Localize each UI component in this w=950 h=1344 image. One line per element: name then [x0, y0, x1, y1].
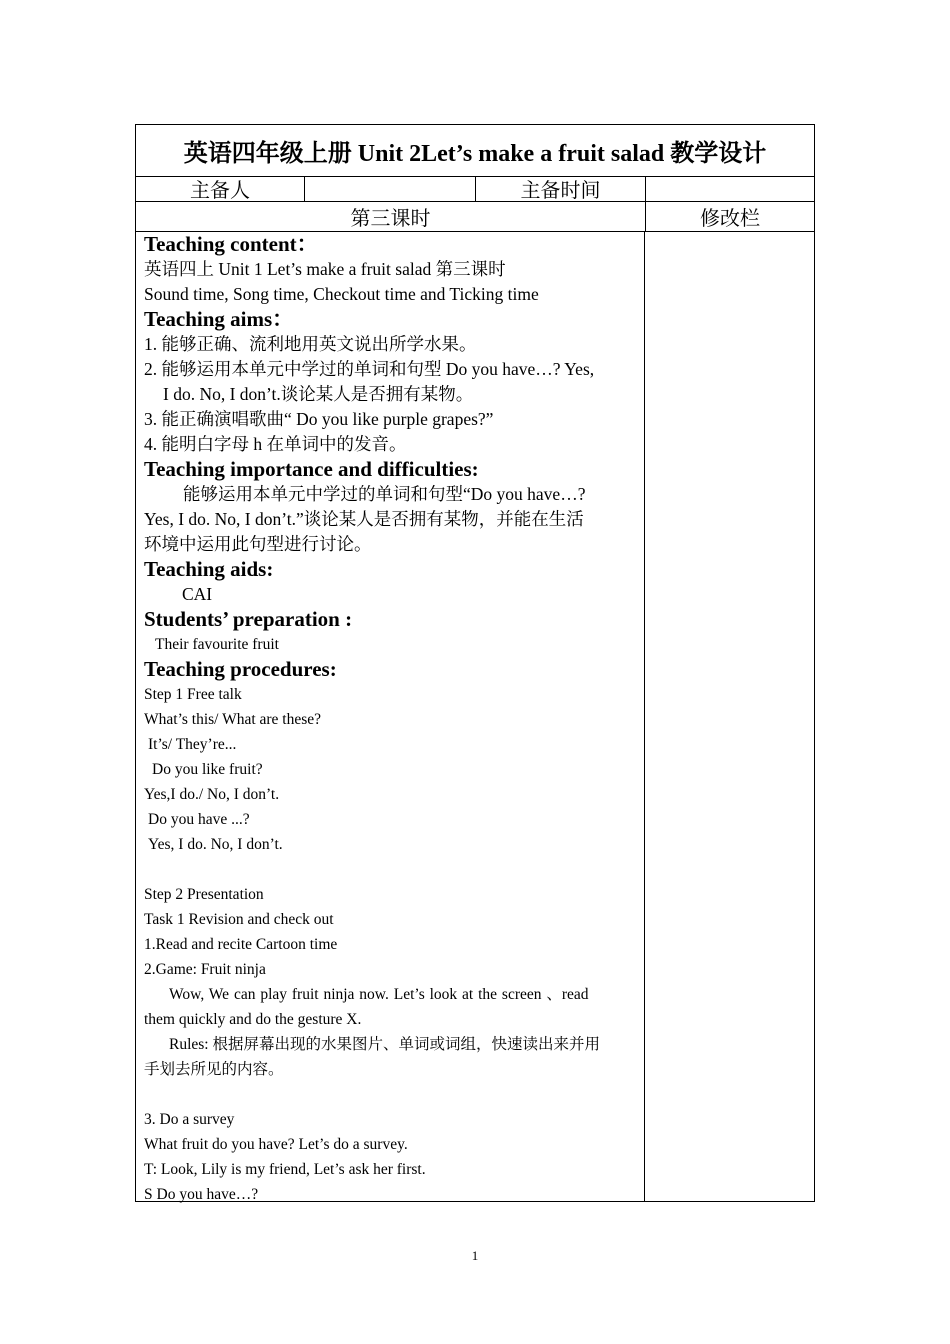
importance-line: Yes, I do. No, I don’t.”谈论某人是否拥有某物，并能在生活	[144, 509, 584, 529]
preparer-label: 主备人	[136, 176, 305, 201]
teaching-aim: 4. 能明白字母 h 在单词中的发音。	[144, 434, 407, 454]
teaching-aim: I do. No, I don’t.谈论某人是否拥有某物。	[163, 384, 474, 404]
page-number: 1	[471, 1248, 479, 1263]
survey-line: What fruit do you have? Let’s do a survey.	[144, 1136, 408, 1153]
teaching-aids-value: CAI	[182, 584, 213, 604]
importance-line: 环境中运用此句型进行讨论。	[144, 534, 372, 554]
teaching-aims-heading: Teaching aims：	[144, 307, 294, 331]
survey-line	[144, 1082, 636, 1107]
survey-line: T: Look, Lily is my friend, Let’s ask her first.	[144, 1161, 426, 1178]
lesson-row	[136, 202, 814, 232]
procedure-line: Yes,I do./ No, I don’t.	[144, 786, 280, 803]
teaching-content-heading: Teaching content：	[144, 232, 318, 256]
revision-column-label: 修改栏	[700, 208, 760, 230]
game-rules: 手划去所见的内容。	[144, 1061, 284, 1078]
lesson-plan-table	[135, 124, 815, 1202]
game-description: Wow, We can play fruit ninja now. Let’s look at the screen 、read	[169, 986, 589, 1003]
procedure-line	[144, 857, 636, 882]
teaching-content-line: 英语四上 Unit 1 Let’s make a fruit salad 第三课时	[144, 259, 506, 279]
students-preparation-heading: Students’ preparation :	[144, 607, 353, 631]
game-description: them quickly and do the gesture X.	[144, 1011, 362, 1028]
survey-line: S Do you have…?	[144, 1186, 259, 1203]
procedure-line: 1.Read and recite Cartoon time	[144, 936, 338, 953]
procedure-line: Task 1 Revision and check out	[144, 911, 334, 928]
document-title: 英语四年级上册 Unit 2Let’s make a fruit salad 教学设计	[136, 125, 814, 177]
procedure-line: It’s/ They’re...	[148, 736, 237, 753]
importance-heading: Teaching importance and difficulties:	[144, 457, 479, 481]
teaching-aids-heading: Teaching aids:	[144, 557, 274, 581]
game-rules: Rules: 根据屏幕出现的水果图片、单词或词组，快速读出来并用	[169, 1036, 600, 1053]
teaching-aim: 1. 能够正确、流利地用英文说出所学水果。	[144, 334, 477, 354]
procedure-line: Do you like fruit?	[152, 761, 263, 778]
preparer-row	[136, 176, 814, 202]
survey-line: 3. Do a survey	[144, 1111, 235, 1128]
content-body	[144, 232, 636, 1207]
prep-time-label: 主备时间	[476, 176, 646, 201]
procedure-line: Step 2 Presentation	[144, 886, 264, 903]
teaching-procedures-heading: Teaching procedures:	[144, 657, 337, 681]
lesson-label: 第三课时	[136, 202, 646, 231]
procedure-line: 2.Game: Fruit ninja	[144, 961, 266, 978]
teaching-aim: 2. 能够运用本单元中学过的单词和句型 Do you have…? Yes,	[144, 359, 595, 379]
teaching-content-line: Sound time, Song time, Checkout time and Ticking time	[144, 284, 539, 304]
content-cell	[136, 232, 645, 1201]
procedure-line: Step 1 Free talk	[144, 686, 242, 703]
prep-time-value	[646, 176, 814, 201]
students-preparation-value: Their favourite fruit	[155, 636, 279, 653]
importance-line: 能够运用本单元中学过的单词和句型“Do you have…?	[183, 484, 586, 504]
teaching-aim: 3. 能正确演唱歌曲“ Do you like purple grapes?”	[144, 409, 494, 429]
procedure-line: Do you have ...?	[148, 811, 250, 828]
procedure-line: What’s this/ What are these?	[144, 711, 322, 728]
procedure-line: Yes, I do. No, I don’t.	[148, 836, 283, 853]
preparer-value	[305, 176, 476, 201]
